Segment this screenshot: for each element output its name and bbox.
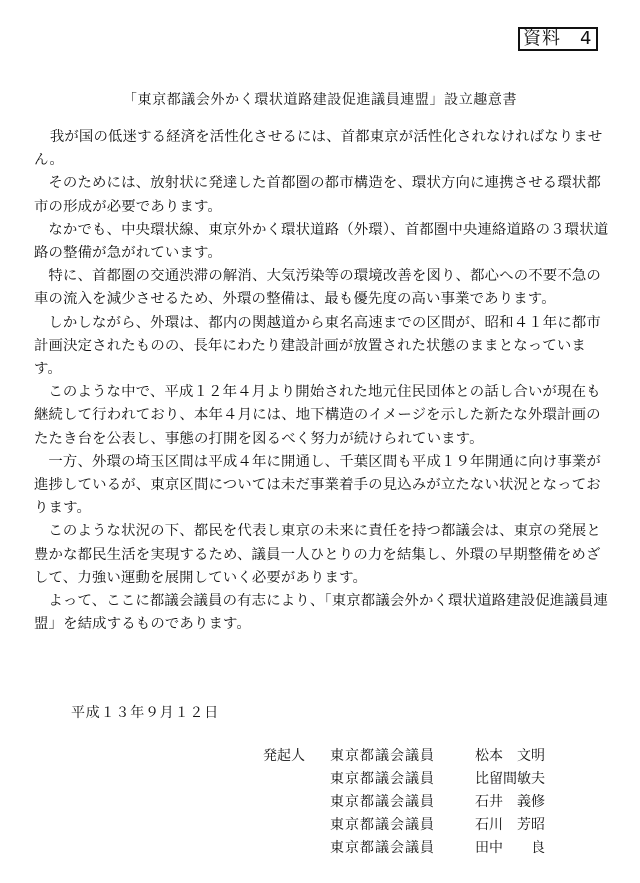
promoter-affiliation: 東京都議会議員 — [330, 748, 435, 764]
promoter-name: 田中 良 — [475, 840, 545, 856]
paragraph: 特に、首都圏の交通渋滞の解消、大気汚染等の環境改善を図り、都心への不要不急の車の流入を減少させるため、外環の整備は、最も優先度の高い事業であります。 — [34, 268, 601, 308]
paragraph: このような中で、平成１２年４月より開始された地元住民団体との話し合いが現在も継続して行われており、本年４月には、地下構造のイメージを示した新たな外環計画のたたき台を公表し、事態の打開を図るべく努力が続けられています。 — [34, 384, 601, 447]
promoter-affiliation: 東京都議会議員 — [330, 771, 435, 787]
paragraph: 我が国の低迷する経済を活性化させるには、首都東京が活性化されなければなりません。 — [34, 129, 603, 169]
document-label-box: 資料 4 — [518, 27, 598, 51]
paragraph: このような状況の下、都民を代表し東京の未来に責任を持つ都議会は、東京の発展と豊かな都民生活を実現するため、議員一人ひとりの力を結集し、外環の早期整備をめざして、力強い運動を展開していく必要があります。 — [34, 523, 601, 586]
promoters-label: 発起人 — [263, 748, 305, 764]
promoter-name: 比留間敏夫 — [475, 771, 545, 787]
paragraph: よって、ここに都議会議員の有志により、「東京都議会外かく環状道路建設促進議員連盟」を結成するものであります。 — [34, 593, 608, 633]
promoter-name: 石川 芳昭 — [475, 817, 545, 833]
promoter-affiliation: 東京都議会議員 — [330, 817, 435, 833]
promoter-affiliation: 東京都議会議員 — [330, 794, 435, 810]
paragraph: 一方、外環の埼玉区間は平成４年に開通し、千葉区間も平成１９年開通に向け事業が進捗しているが、東京区間については未だ事業着手の見込みが立たない状況となっております。 — [34, 453, 601, 517]
paragraph: そのためには、放射状に発達した首都圏の都市構造を、環状方向に連携させる環状都市の形成が必要であります。 — [34, 175, 601, 215]
paragraph: なかでも、中央環状線、東京外かく環状道路（外環）、首都圏中央連絡道路の３環状道路の整備が急がれています。 — [34, 221, 609, 262]
document-title: 「東京都議会外かく環状道路建設促進議員連盟」設立趣意書 — [122, 92, 518, 108]
promoter-affiliation: 東京都議会議員 — [330, 840, 435, 856]
promoter-name: 石井 義修 — [475, 794, 545, 810]
paragraph: しかしながら、外環は、都内の関越道から東名高速までの区間が、昭和４１年に都市計画決定されたものの、長年にわたり建設計画が放置された状態のままとなっています。 — [34, 314, 601, 378]
document-date: 平成１３年９月１２日 — [71, 705, 219, 721]
document-body — [34, 126, 610, 636]
promoter-name: 松本 文明 — [475, 748, 545, 764]
